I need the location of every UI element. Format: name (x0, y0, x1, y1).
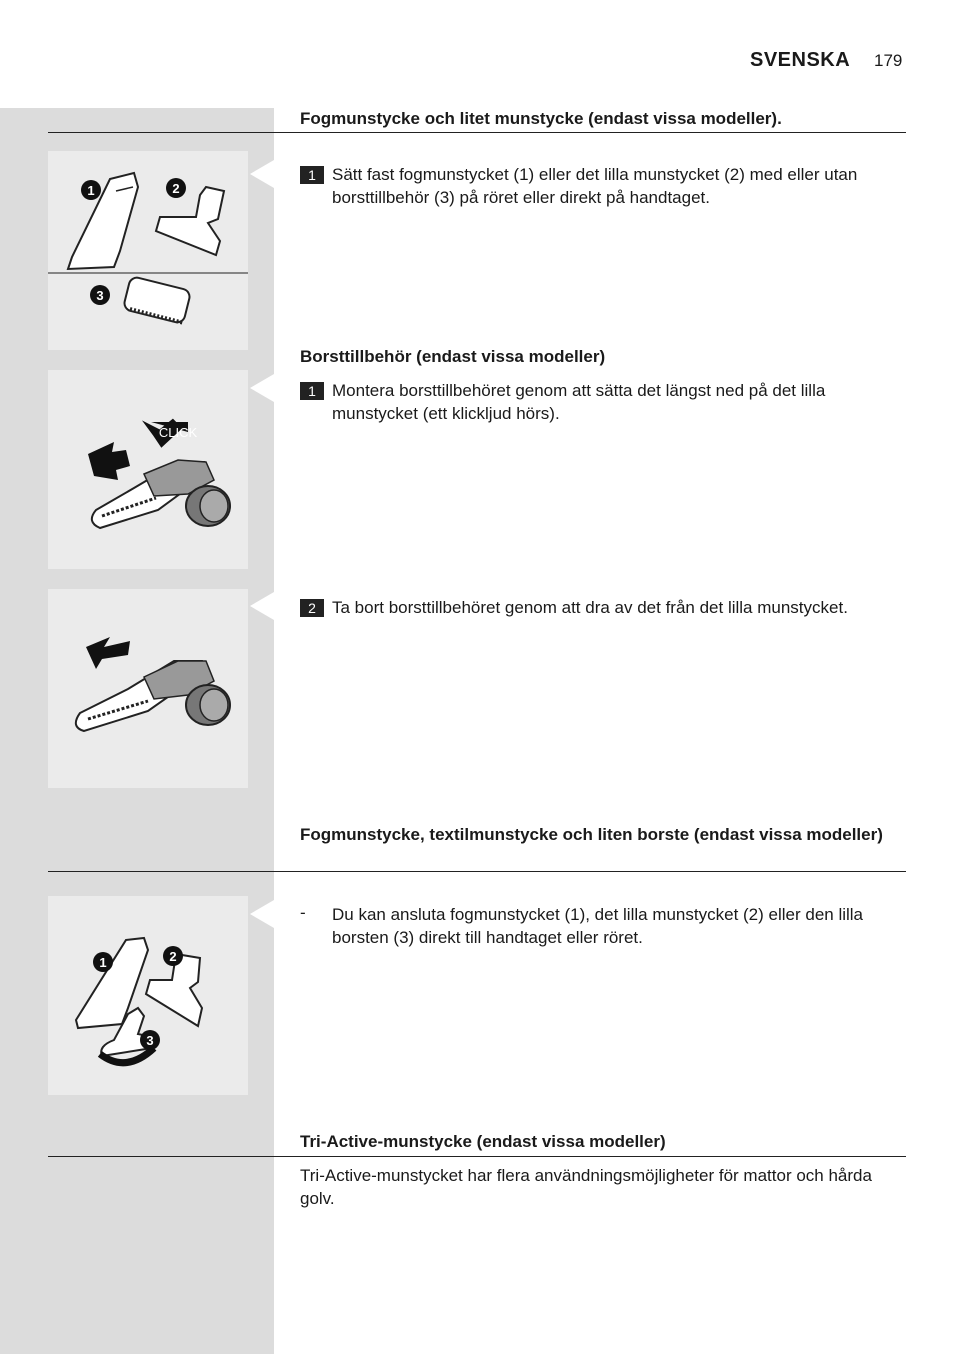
figure-label: 2 (169, 949, 177, 964)
divider (48, 132, 906, 133)
pointer-arrow (250, 374, 274, 402)
step-text: Ta bort borsttillbehöret genom att dra av det från det lilla munstycket. (332, 598, 848, 617)
figure-label: 1 (87, 183, 95, 198)
figure-label: 3 (146, 1033, 154, 1048)
pointer-arrow (250, 592, 274, 620)
step-number: 1 (300, 166, 324, 184)
divider (48, 871, 906, 872)
section-text: Tri-Active-munstycket har flera användningsmöjligheter för mattor och hårda golv. (300, 1166, 872, 1208)
step-number: 1 (300, 382, 324, 400)
figure-label: 1 (99, 955, 107, 970)
divider (48, 1156, 906, 1157)
figure-label: 3 (96, 288, 104, 303)
bullet-text: Du kan ansluta fogmunstycket (1), det lilla munstycket (2) eller den lilla borsten (3) direkt till handtaget eller röret. (332, 905, 864, 947)
step-text: Sätt fast fogmunstycket (1) eller det lilla munstycket (2) med eller utan borsttillbehör (3) på röret eller direkt på handtaget. (332, 165, 858, 207)
figure-three-tools (48, 896, 248, 1095)
section-heading-crevice-small-nozzle: Fogmunstycke och litet munstycke (endast vissa modeller). (300, 109, 782, 128)
language-label: SVENSKA (750, 49, 851, 71)
figure-attach-brush (48, 370, 248, 569)
section-heading-crevice-upholstery-brush: Fogmunstycke, textilmunstycke och liten borste (endast vissa modeller) (300, 825, 883, 844)
step-number: 2 (300, 599, 324, 617)
bullet-dash: - (300, 903, 306, 922)
step-text: Montera borsttillbehöret genom att sätta det längst ned på det lilla munstycket (ett klickljud hörs). (332, 381, 826, 423)
figure-label: 2 (172, 181, 180, 196)
figure-nozzles (48, 151, 248, 350)
section-heading-tri-active: Tri-Active-munstycke (endast vissa modeller) (300, 1132, 666, 1151)
click-label: CLICK (158, 425, 198, 440)
page-number: 179 (874, 51, 903, 70)
pointer-arrow (250, 900, 274, 928)
section-heading-brush-attachment: Borsttillbehör (endast vissa modeller) (300, 347, 606, 366)
pointer-arrow (250, 160, 274, 188)
figure-remove-brush (48, 589, 248, 788)
